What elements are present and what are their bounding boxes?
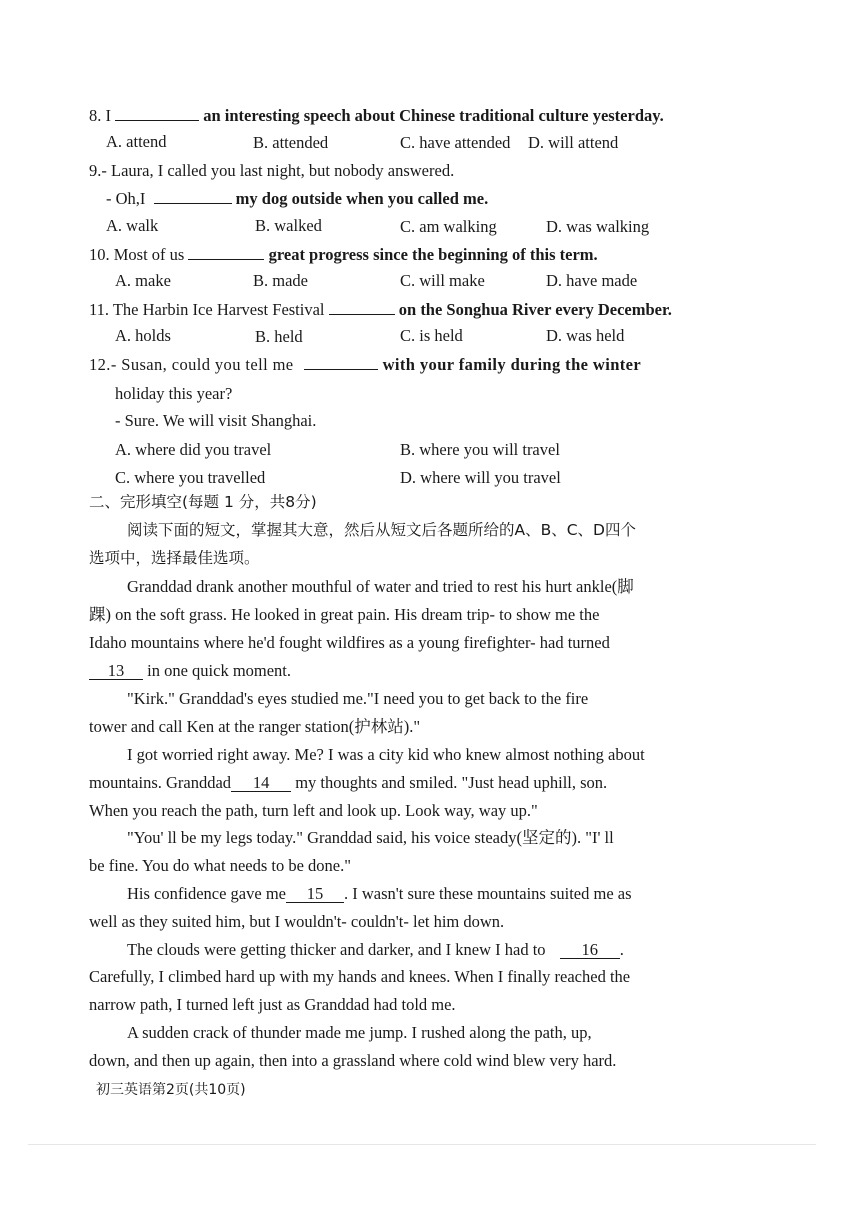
section-instructions-cont: 选项中，选择最佳选项。 [89, 549, 260, 567]
passage-line: be fine. You do what needs to be done." [89, 856, 351, 875]
question-8 [89, 106, 664, 126]
question-11-text: on the Songhua River every December. [398, 300, 672, 319]
passage-line: down, and then up again, then into a grassland where cold wind blew very hard. [89, 1051, 617, 1070]
question-12-line3: - Sure. We will visit Shanghai. [115, 411, 317, 430]
passage-text: my thoughts and smiled. "Just head uphill, son. [291, 773, 608, 792]
section-title: 二、完形填空(每题 1 分，共8分) [89, 493, 317, 511]
section-instructions: 阅读下面的短文，掌握其大意，然后从短文后各题所给的A、B、C、D四个 [127, 521, 636, 539]
option-b: B. made [253, 271, 308, 290]
passage-text: . [619, 940, 624, 959]
option-d: D. have made [546, 271, 638, 290]
passage-line: A sudden crack of thunder made me jump. I rushed along the path, up, [127, 1023, 592, 1042]
cloze-blank-16: 16 [560, 941, 620, 959]
question-9-text: my dog outside when you called me. [235, 189, 489, 208]
page-divider [28, 1144, 816, 1145]
option-c: C. is held [400, 326, 463, 345]
passage-line: tower and call Ken at the ranger station(护林站)." [89, 717, 421, 736]
passage-line [89, 773, 607, 793]
passage-text: . I wasn't sure these mountains suited me as [343, 884, 632, 903]
answer-blank [304, 369, 378, 370]
question-12 [89, 355, 641, 375]
passage-line [127, 884, 632, 904]
question-9-line2 [106, 189, 488, 209]
passage-line: "Kirk." Granddad's eyes studied me."I need you to get back to the fire [127, 689, 589, 708]
option-a: A. walk [106, 216, 159, 235]
option-d: D. where will you travel [400, 468, 561, 487]
passage-line: Idaho mountains where he'd fought wildfires as a young firefighter- had turned [89, 633, 610, 652]
passage-text: mountains. Granddad [89, 773, 232, 792]
question-11 [89, 300, 672, 320]
passage-text: His confidence gave me [127, 884, 286, 903]
page-footer: 初三英语第2页(共10页) [96, 1082, 246, 1098]
cloze-blank-13: 13 [89, 662, 143, 680]
passage-line: narrow path, I turned left just as Granddad had told me. [89, 995, 456, 1014]
passage-text: in one quick moment. [143, 661, 292, 680]
passage-line: I got worried right away. Me? I was a city kid who knew almost nothing about [127, 745, 645, 764]
option-a: A. where did you travel [115, 440, 272, 459]
passage-text: The clouds were getting thicker and darker, and I knew I had to [127, 940, 550, 959]
passage-line: Carefully, I climbed hard up with my hands and knees. When I finally reached the [89, 967, 631, 986]
passage-line: When you reach the path, turn left and look up. Look way, way up." [89, 801, 538, 820]
option-d: D. will attend [528, 133, 619, 152]
option-b: B. where you will travel [400, 440, 560, 459]
option-c: C. am walking [400, 217, 497, 236]
option-d: D. was walking [546, 217, 650, 236]
option-d: D. was held [546, 326, 625, 345]
answer-blank [329, 314, 395, 315]
option-a: A. make [115, 271, 171, 290]
option-a: A. holds [115, 326, 171, 345]
answer-blank [115, 120, 199, 121]
option-b: B. walked [255, 216, 322, 235]
option-c: C. where you travelled [115, 468, 266, 487]
question-10-text: great progress since the beginning of this term. [268, 245, 598, 264]
option-b: B. held [255, 327, 303, 346]
answer-blank [188, 259, 264, 260]
cloze-blank-15: 15 [286, 885, 344, 903]
question-10-number: 10. Most of us [89, 245, 185, 264]
question-12-line2: holiday this year? [115, 384, 233, 403]
question-8-number: 8. I [89, 106, 111, 125]
cloze-blank-14: 14 [231, 774, 291, 792]
option-a: A. attend [106, 132, 167, 151]
question-9-prefix: - Oh,I [106, 189, 146, 208]
question-12-text: with your family during the winter [382, 355, 642, 374]
answer-blank [154, 203, 232, 204]
option-c: C. have attended [400, 133, 511, 152]
passage-line: well as they suited him, but I wouldn't- couldn't- let him down. [89, 912, 505, 931]
passage-line: Granddad drank another mouthful of water and tried to rest his hurt ankle(脚 [127, 577, 634, 596]
question-12-number: 12.- Susan, could you tell me [89, 355, 294, 374]
passage-line: "You' ll be my legs today." Granddad said, his voice steady(坚定的). "I' ll [127, 828, 614, 847]
passage-line [127, 940, 624, 960]
option-b: B. attended [253, 133, 329, 152]
passage-line: 踝) on the soft grass. He looked in great pain. His dream trip- to show me the [89, 605, 600, 624]
passage-line [89, 661, 291, 681]
question-9-line1: 9.- Laura, I called you last night, but nobody answered. [89, 161, 455, 180]
question-11-number: 11. The Harbin Ice Harvest Festival [89, 300, 325, 319]
option-c: C. will make [400, 271, 485, 290]
question-8-text: an interesting speech about Chinese traditional culture yesterday. [203, 106, 664, 125]
question-10 [89, 245, 598, 265]
